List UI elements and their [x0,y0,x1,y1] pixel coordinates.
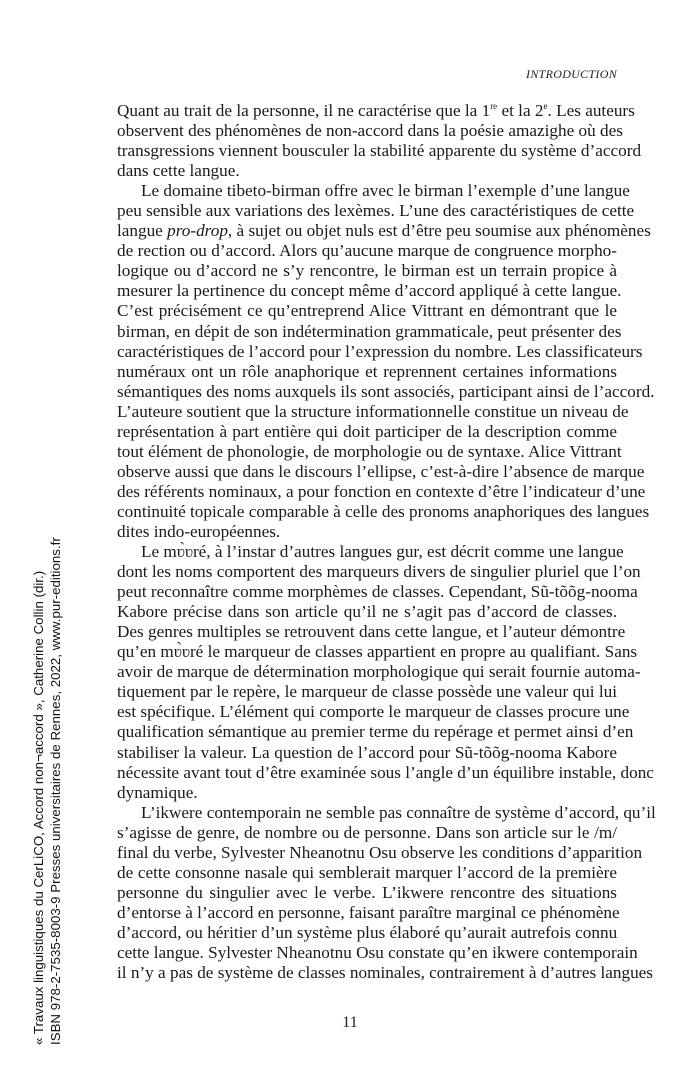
side-copyright-notice [30,537,64,1045]
running-head: INTRODUCTION [526,67,617,81]
text-segment: . Les auteurs [547,101,635,120]
text-line: L’auteure soutient que la structure informationnelle constitue un niveau de [117,401,629,421]
text-line: Des genres multiples se retrouvent dans cette langue, et l’auteur démontre [117,622,626,642]
text-line: Le mʋ̀ʋré, à l’instar d’autres langues gur, est décrit comme une langue [141,542,624,562]
text-line: de cette consonne nasale qui semblerait marquer l’accord de la première [117,862,617,882]
text-line: sémantiques des noms auxquels ils sont associés, participant ainsi de l’accord. [117,381,655,401]
text-line: continuité topicale comparable à celle des pronoms anaphoriques des langues [117,501,650,521]
superscript: re [490,101,498,111]
text-line: d’accord, ou héritier d’un système plus élaboré qu’aurait autrefois connu [117,922,618,942]
text-line: qualification sémantique au premier terme du repérage et permet ainsi d’en [117,722,634,742]
text-line [117,221,651,241]
text-line: dites indo-européennes. [117,521,281,541]
text-line: tout élément de phonologie, de morphologie ou de syntaxe. Alice Vittrant [117,441,622,461]
paragraph [117,181,655,542]
text-line: nécessite avant tout d’être examinée sous l’angle d’un équilibre instable, donc [117,762,654,782]
text-line: observent des phénomènes de non-accord dans la poésie amazighe où des [117,121,623,141]
text-line: birman, en dépit de son indétermination grammaticale, peut présenter des [117,321,622,341]
text-line: C’est précisément ce qu’entreprend Alice Vittrant en démontrant que le [117,301,617,321]
text-line: personne du singulier avec le verbe. L’ikwere rencontre des situations [117,882,617,902]
superscript: e [543,101,548,111]
text-line [117,101,635,121]
text-line: est spécifique. L’élément qui comporte le marqueur de classes procure une [117,702,630,722]
paragraph [117,802,656,983]
text-line: peu sensible aux variations des lexèmes. L’une des caractéristiques de cette [117,201,635,221]
text-segment: langue [117,221,168,241]
text-line: d’entorse à l’accord en personne, faisant paraître marginal ce phénomène [117,902,620,922]
text-line: cette langue. Sylvester Nheanotnu Osu constate qu’en ikwere contemporain [117,942,638,962]
text-segment: et la 2 [497,101,544,120]
text-line: de rection ou d’accord. Alors qu’aucune marque de congruence morpho- [117,241,617,261]
text-line: observe aussi que dans le discours l’ellipse, c’est-à-dire l’absence de marque [117,461,645,481]
side-notice-line-2: ISBN 978-2-7535-8003-9 Presses universitaires de Rennes, 2022, www.pur-editions.fr [48,537,63,1045]
text-line: il n’y a pas de système de classes nominales, contrairement à d’autres langues [117,963,653,983]
body-text [117,101,656,983]
text-line: qu’en mʋ̀ʋré le marqueur de classes appartient en propre au qualifiant. Sans [117,642,638,662]
page-number: 11 [342,1014,358,1031]
text-line: Kabore précise dans son article qu’il ne s’agit pas d’accord de classes. [117,602,617,622]
paragraph [117,101,642,181]
text-line: dynamique. [117,782,198,802]
paragraph [117,542,654,803]
text-line: L’ikwere contemporain ne semble pas connaître de système d’accord, qu’il [141,802,656,822]
text-line: caractéristiques de l’accord pour l’expression du nombre. Les classificateurs [117,341,643,361]
text-line: numéraux ont un rôle anaphorique et reprennent certaines informations [117,361,617,381]
side-notice-line-1: « Travaux linguistiques du CerLiCO, Accord non¬accord », Catherine Collin (dir.) [31,570,46,1045]
text-line: stabiliser la valeur. La question de l’accord pour Sũ-tõõg-nooma Kabore [117,742,617,762]
text-line: avoir de marque de détermination morphologique qui serait fournie automa- [117,662,641,682]
text-segment: , à sujet ou objet nuls est d’être peu soumise aux phénomènes [227,221,651,241]
text-line: Le domaine tibeto-birman offre avec le birman l’exemple d’une langue [141,181,630,201]
text-line: mesurer la pertinence du concept même d’accord appliqué à cette langue. [117,281,622,301]
text-line: des référents nominaux, a pour fonction en contexte d’être l’indicateur d’une [117,481,646,501]
text-line: tiquement par le repère, le marqueur de classe possède une valeur qui lui [117,682,617,702]
text-line: dont les noms comportent des marqueurs divers de singulier pluriel que l’on [117,562,641,582]
text-line: s’agisse de genre, de nombre ou de personne. Dans son article sur le /m/ [117,822,617,842]
italic-term: pro-drop [167,221,228,241]
text-line: logique ou d’accord ne s’y rencontre, le birman est un terrain propice à [117,261,617,281]
text-line: final du verbe, Sylvester Nheanotnu Osu observe les conditions d’apparition [117,842,643,862]
text-line: représentation à part entière qui doit participer de la description comme [117,421,617,441]
text-segment: Quant au trait de la personne, il ne caractérise que la 1 [117,101,491,120]
text-line: transgressions viennent bousculer la stabilité apparente du système d’accord [117,141,642,161]
text-line: dans cette langue. [117,161,240,181]
text-line: peut reconnaître comme morphèmes de classes. Cependant, Sũ-tõõg-nooma [117,582,638,602]
